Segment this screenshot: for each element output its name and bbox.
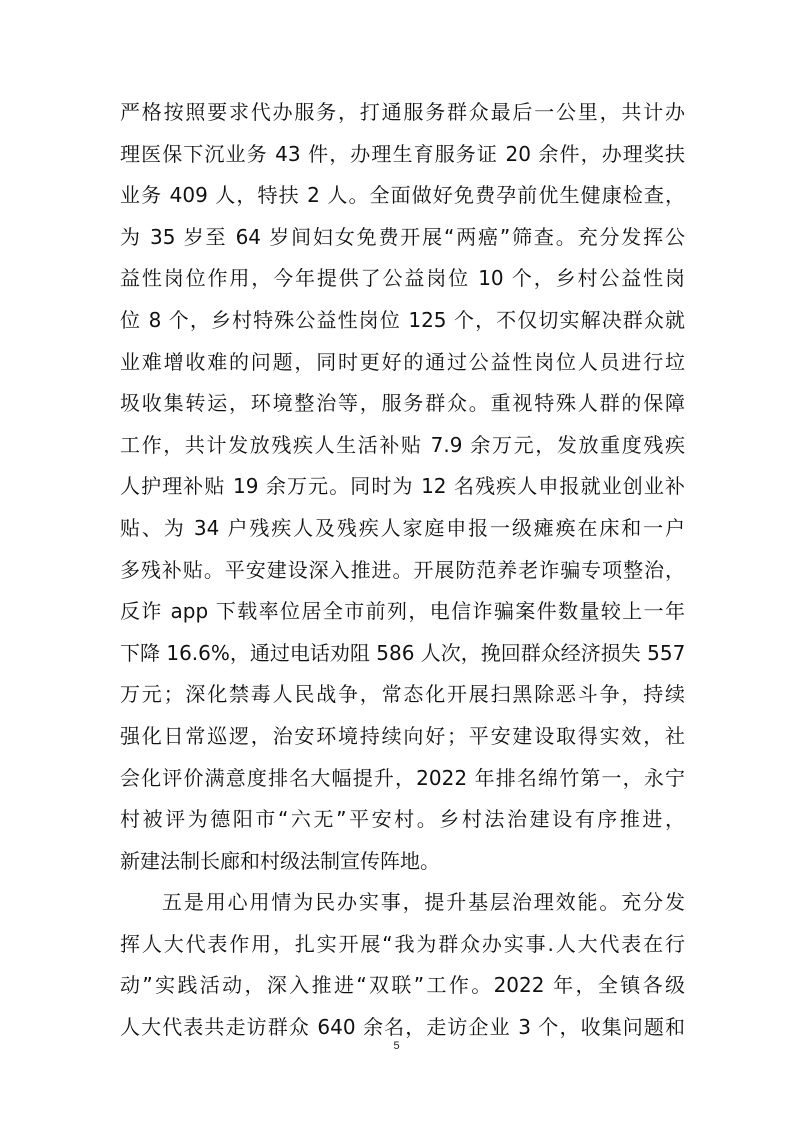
text-line: 业务 409 人，特扶 2 人。全面做好免费孕前优生健康检查，: [120, 183, 685, 208]
text-line: 贴、为 34 户残疾人及残疾人家庭申报一级瘫痪在床和一户: [120, 515, 685, 540]
text-line: 村被评为德阳市“六无”平安村。乡村法治建设有序推进，: [120, 807, 685, 832]
page-number: 5: [393, 1040, 400, 1052]
paragraph-end-line: 新建法制长廊和村级法制宣传阵地。: [120, 848, 440, 873]
text-line: 下降 16.6%，通过电话劝阻 586 人次，挽回群众经济损失 557: [120, 640, 685, 665]
text-line: 多残补贴。平安建设深入推进。开展防范养老诈骗专项整治，: [120, 557, 685, 582]
text-line: 益性岗位作用，今年提供了公益岗位 10 个，乡村公益性岗: [120, 266, 685, 291]
text-line: 业难增收难的问题，同时更好的通过公益性岗位人员进行垃: [120, 349, 685, 374]
text-line: 工作，共计发放残疾人生活补贴 7.9 余万元，发放重度残疾: [120, 432, 685, 457]
body-text: [120, 92, 685, 1049]
text-line: 会化评价满意度排名大幅提升，2022 年排名绵竹第一，永宁: [120, 765, 685, 790]
text-line: 万元；深化禁毒人民战争，常态化开展扫黑除恶斗争，持续: [120, 682, 685, 707]
text-line: 人护理补贴 19 余万元。同时为 12 名残疾人申报就业创业补: [120, 474, 685, 499]
text-line: 严格按照要求代办服务，打通服务群众最后一公里，共计办: [120, 100, 685, 124]
paragraph-first-line: 五是用心用情为民办实事，提升基层治理效能。充分发: [162, 890, 685, 915]
text-line: 动”实践活动，深入推进“双联”工作。2022 年，全镇各级: [120, 973, 685, 998]
text-line: 理医保下沉业务 43 件，办理生育服务证 20 余件，办理奖扶: [120, 141, 685, 166]
text-line: 强化日常巡逻，治安环境持续向好；平安建设取得实效，社: [120, 723, 685, 748]
text-line: 圾收集转运，环境整治等，服务群众。重视特殊人群的保障: [120, 391, 685, 416]
text-line: 挥人大代表作用，扎实开展“我为群众办实事.人大代表在行: [120, 931, 685, 956]
text-line: 反诈 app 下载率位居全市前列，电信诈骗案件数量较上一年: [120, 599, 685, 624]
text-line: 位 8 个，乡村特殊公益性岗位 125 个，不仅切实解决群众就: [120, 307, 685, 332]
text-line: 为 35 岁至 64 岁间妇女免费开展“两癌”筛查。充分发挥公: [120, 224, 685, 249]
text-line: 人大代表共走访群众 640 余名，走访企业 3 个，收集问题和: [120, 1015, 685, 1040]
